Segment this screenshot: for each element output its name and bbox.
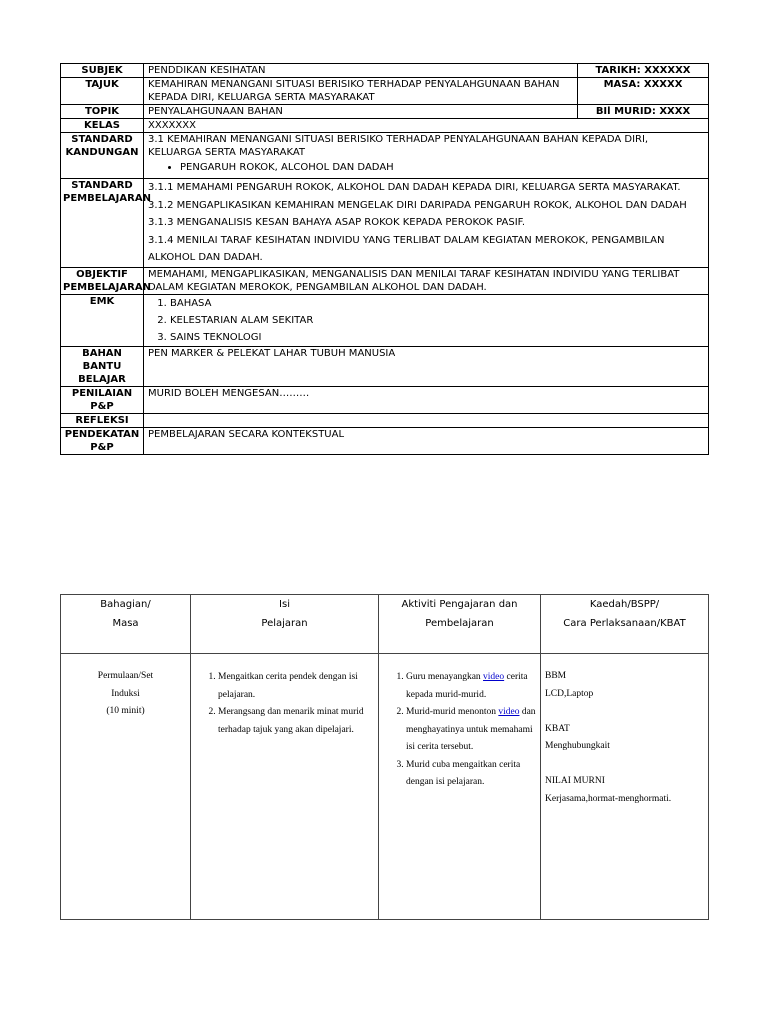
header-bahagian [61,595,191,654]
row-emk [61,294,709,346]
emk-item: 1. BAHASA [170,295,704,312]
header-kaedah-line-1: Kaedah/BSPP/ [589,599,660,610]
kaedah-nilai-label: NILAI MURNI [545,776,605,786]
label-bahan-bantu: BAHAN BANTU BELAJAR [61,346,144,386]
header-kaedah [541,595,709,654]
value-bahan-bantu: PEN MARKER & PELEKAT LAHAR TUBUH MANUSIA [144,346,709,386]
label-penilaian: PENILAIAN P&P [61,386,144,413]
aktiviti-list [380,655,539,792]
header-kaedah-line-2: Cara Perlaksanaan/KBAT [563,618,686,629]
value-standard-kandungan [144,133,709,179]
row-bahan-bantu [61,346,709,386]
sp-item: 3.1.4 MENILAI TARAF KESIHATAN INDIVIDU YANG TERLIBAT DALAM KEGIATAN MEROKOK, PENGAMBILAN [148,234,665,246]
bahagian-line-1: Permulaan/Set [97,671,154,681]
label-standard-pembelajaran: STANDARD PEMBELAJARAN [61,179,144,268]
kaedah-spacer [545,703,708,721]
row-standard-kandungan [61,133,709,179]
sk-line-1: 3.1 KEMAHIRAN MENANGANI SITUASI BERISIKO TERHADAP PENYALAHGUNAAN BAHAN KEPADA DIRI, [148,134,649,145]
header-aktiviti-line-2: Pembelajaran [425,618,494,629]
aktiviti-text: Guru menayangkan [406,672,484,682]
video-link[interactable]: video [483,672,505,682]
value-subjek: PENDDIKAN KESIHATAN [144,64,578,78]
label-objektif: OBJEKTIF PEMBELAJARAN [61,267,144,294]
label-subjek: SUBJEK [61,64,144,78]
cell-kaedah [541,654,709,920]
kaedah-nilai-value: Kerjasama,hormat-menghormati. [545,793,672,804]
kaedah-kbat-label: KBAT [545,723,570,734]
value-penilaian: MURID BOLEH MENGESAN……… [144,386,709,413]
sk-line-2: KELUARGA SERTA MASYARAKAT [148,147,305,158]
lesson-info-table [60,63,709,455]
tajuk-line-2: KEPADA DIRI, KELUARGA SERTA MASYARAKAT [148,92,375,103]
row-tajuk [61,78,709,105]
lesson-plan-table [60,594,709,920]
cell-bahagian [61,654,191,920]
row-standard-pembelajaran [61,179,709,268]
row-objektif [61,267,709,294]
value-standard-pembelajaran [144,179,709,268]
header-isi-line-1: Isi [279,599,290,610]
aktiviti-text: cerita kepada murid-murid. [406,672,528,700]
bahagian-duration: (10 minit) [106,706,145,716]
value-tarikh: TARIKH: XXXXXX [578,64,709,78]
emk-list [148,295,704,346]
obj-line-2: DALAM KEGIATAN MEROKOK, PENGAMBILAN ALKOHOL DAN DADAH. [148,281,487,293]
row-topik [61,105,709,119]
value-masa: MASA: XXXXX [578,78,709,105]
bahagian-line-2: Induksi [111,688,140,699]
label-emk: EMK [61,294,144,346]
header-aktiviti-line-1: Aktiviti Pengajaran dan [401,599,518,610]
label-kelas: KELAS [61,119,144,133]
row-penilaian [61,386,709,413]
isi-item: 1. Mengaitkan cerita pendek dengan isi pelajaran. [218,669,377,704]
sp-item: 3.1.3 MENGANALISIS KESAN BAHAYA ASAP ROKOK KEPADA PEROKOK PASIF. [148,217,526,228]
tajuk-line-1: KEMAHIRAN MENANGANI SITUASI BERISIKO TERHADAP PENYALAHGUNAAN BAHAN [148,79,560,90]
kaedah-bbm-label: BBM [545,671,567,681]
aktiviti-item [406,704,539,757]
aktiviti-item [406,669,539,704]
header-isi-line-2: Pelajaran [261,618,308,629]
obj-line-1: MEMAHAMI, MENGAPLIKASIKAN, MENGANALISIS DAN MENILAI TARAF KESIHATAN INDIVIDU YANG TERLIBAT [148,268,680,280]
value-tajuk [144,78,578,105]
sp-item: 3.1.1 MEMAHAMI PENGARUH ROKOK, ALKOHOL DAN DADAH KEPADA DIRI, KELUARGA SERTA MASYARAKAT. [148,182,681,193]
row-refleksi [61,413,709,427]
value-kelas: XXXXXXX [144,119,709,133]
isi-list [192,655,377,739]
value-bil-murid: BIl MURID: XXXX [578,105,709,119]
sp-item: ALKOHOL DAN DADAH. [148,252,263,263]
aktiviti-text: dan menghayatinya untuk memahami isi cerita tersebut. [406,707,536,752]
isi-item: 2. Merangsang dan menarik minat murid terhadap tajuk yang akan dipelajari. [218,704,377,739]
header-isi [191,595,379,654]
sk-bullet-list [148,161,704,174]
header-bahagian-line-2: Masa [112,618,139,629]
kaedah-spacer [545,756,708,774]
value-objektif [144,267,709,294]
label-topik: TOPIK [61,105,144,119]
row-subjek [61,64,709,78]
plan-header-row [61,595,709,654]
emk-item: 3. SAINS TEKNOLOGI [170,329,704,346]
sp-item: 3.1.2 MENGAPLIKASIKAN KEMAHIRAN MENGELAK DIRI DARIPADA PENGARUH ROKOK, ALKOHOL DAN DADAH [148,199,687,211]
cell-isi [191,654,379,920]
aktiviti-item: 3. Murid cuba mengaitkan cerita dengan isi pelajaran. [406,757,539,792]
label-refleksi: REFLEKSI [61,413,144,427]
label-tajuk: TAJUK [61,78,144,105]
label-pendekatan: PENDEKATAN P&P [61,427,144,454]
cell-aktiviti [379,654,541,920]
emk-item: 2. KELESTARIAN ALAM SEKITAR [170,312,704,329]
video-link[interactable]: video [498,707,520,717]
header-aktiviti [379,595,541,654]
sk-bullet-item: • PENGARUH ROKOK, ALCOHOL DAN DADAH [180,161,704,174]
value-pendekatan: PEMBELAJARAN SECARA KONTEKSTUAL [144,427,709,454]
kaedah-bbm-value: LCD,Laptop [545,688,594,699]
label-standard-kandungan: STANDARD KANDUNGAN [61,133,144,179]
kaedah-kbat-value: Menghubungkait [545,741,610,751]
row-pendekatan [61,427,709,454]
value-refleksi [144,413,709,427]
value-topik: PENYALAHGUNAAN BAHAN [144,105,578,119]
row-kelas [61,119,709,133]
value-emk [144,294,709,346]
header-bahagian-line-1: Bahagian/ [100,599,151,610]
plan-body-row [61,654,709,920]
aktiviti-text: Murid-murid menonton [406,707,499,717]
